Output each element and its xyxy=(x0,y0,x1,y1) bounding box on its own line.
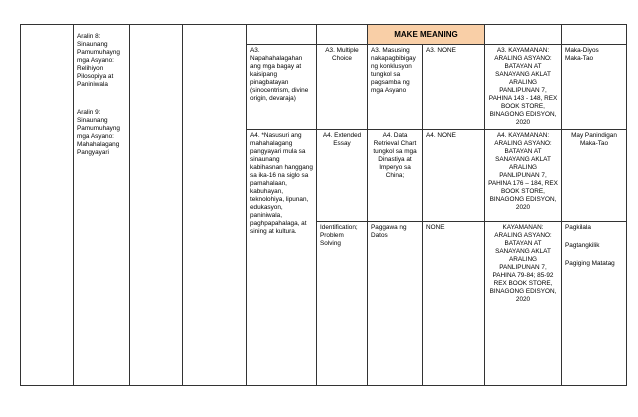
competency-cell: A3. Napahahalagahan ang mga bagay at kaisipang pinagbatayan (sinocentrism, divine origin, devaraja) xyxy=(247,45,317,130)
activity-cell: A4. Data Retrieval Chart tungkol sa mga Dinastiya at Imperyo sa China; xyxy=(368,130,423,222)
values-cell xyxy=(562,45,627,130)
lesson-9 xyxy=(77,109,126,157)
header-blank xyxy=(317,25,368,45)
other-cell: A4. NONE xyxy=(423,130,485,222)
activity-cell: Paggawa ng Datos xyxy=(368,222,423,386)
lesson-8-line: Sinaunang xyxy=(77,41,108,48)
lesson-9-line: Mahahalagang xyxy=(77,141,120,148)
values-cell xyxy=(562,222,627,386)
assessment-cell: A3. Multiple Choice xyxy=(317,45,368,130)
blank-column-1 xyxy=(21,25,74,386)
lesson-9-line: Aralin 9: xyxy=(77,109,101,116)
value-item: May Panindigan xyxy=(571,132,617,139)
resources-cell: KAYAMANAN: ARALING ASYANO: BATAYAN AT SANAYANG AKLAT ARALING PANLIPUNAN 7, PAHINA 79-84; 85-92 REX BOOK STORE, BINAGONG EDISYON, 2020 xyxy=(485,222,562,386)
other-cell: NONE xyxy=(423,222,485,386)
value-item: Pagtangkilik xyxy=(565,242,600,249)
assessment-cell: A4. Extended Essay xyxy=(317,130,368,222)
value-item: Pagkilala xyxy=(565,224,591,231)
blank-column-3 xyxy=(130,25,183,386)
other-cell: A3. NONE xyxy=(423,45,485,130)
value-item: Maka-Diyos xyxy=(565,47,599,54)
header-blank xyxy=(485,25,562,45)
lesson-8-line: Relihiyon xyxy=(77,65,104,72)
resources-cell: A4. KAYAMANAN: ARALING ASYANO: BATAYAN AT SANAYANG AKLAT ARALING PANLIPUNAN 7, PAHINA 176 – 184, REX BOOK STORE, BINAGONG EDISYON, 2020 xyxy=(485,130,562,222)
lesson-9-line: mga Asyano: xyxy=(77,133,114,140)
lesson-8-line: Aralin 8: xyxy=(77,33,101,40)
competency-cell: A4. *Nasusuri ang mahahalagang pangyayari mula sa sinaunang kabihasnan hanggang sa ika-16 na siglo sa pamahalaan, kabuhayan, teknolohiya, lipunan, edukasyon, paniniwala, paghpapahalaga, at sining at kultura. xyxy=(247,130,317,386)
value-item: Pagiging Matatag xyxy=(565,260,615,267)
value-item: Maka-Tao xyxy=(579,140,609,147)
lesson-9-line: Pamumuhayng xyxy=(77,125,120,132)
curriculum-map-table xyxy=(20,24,627,386)
activity-cell: A3. Masusing nakapagbibigay ng konklusyon tungkol sa pagsamba ng mga Asyano xyxy=(368,45,423,130)
header-blank xyxy=(247,25,317,45)
header-blank xyxy=(562,25,627,45)
lesson-8-line: mga Asyano: xyxy=(77,57,114,64)
assessment-cell: Identification; Problem Solving xyxy=(317,222,368,386)
value-item: Maka-Tao xyxy=(565,55,594,62)
lesson-8 xyxy=(77,33,126,89)
values-cell xyxy=(562,130,627,222)
lesson-8-line: Pamumuhayng xyxy=(77,49,120,56)
make-meaning-header: MAKE MEANING xyxy=(368,25,485,45)
blank-column-4 xyxy=(183,25,247,386)
lesson-9-line: Sinaunang xyxy=(77,117,108,124)
resources-cell: A3. KAYAMANAN: ARALING ASYANO: BATAYAN AT SANAYANG AKLAT ARALING PANLIPUNAN 7, PAHINA 143 - 148, REX BOOK STORE, BINAGONG EDISYON, 2020 xyxy=(485,45,562,130)
lesson-9-line: Pangyayari xyxy=(77,149,109,156)
lesson-8-line: Pilosopiya at xyxy=(77,73,114,80)
lesson-column xyxy=(74,25,130,386)
lesson-8-line: Paniniwala xyxy=(77,81,108,88)
